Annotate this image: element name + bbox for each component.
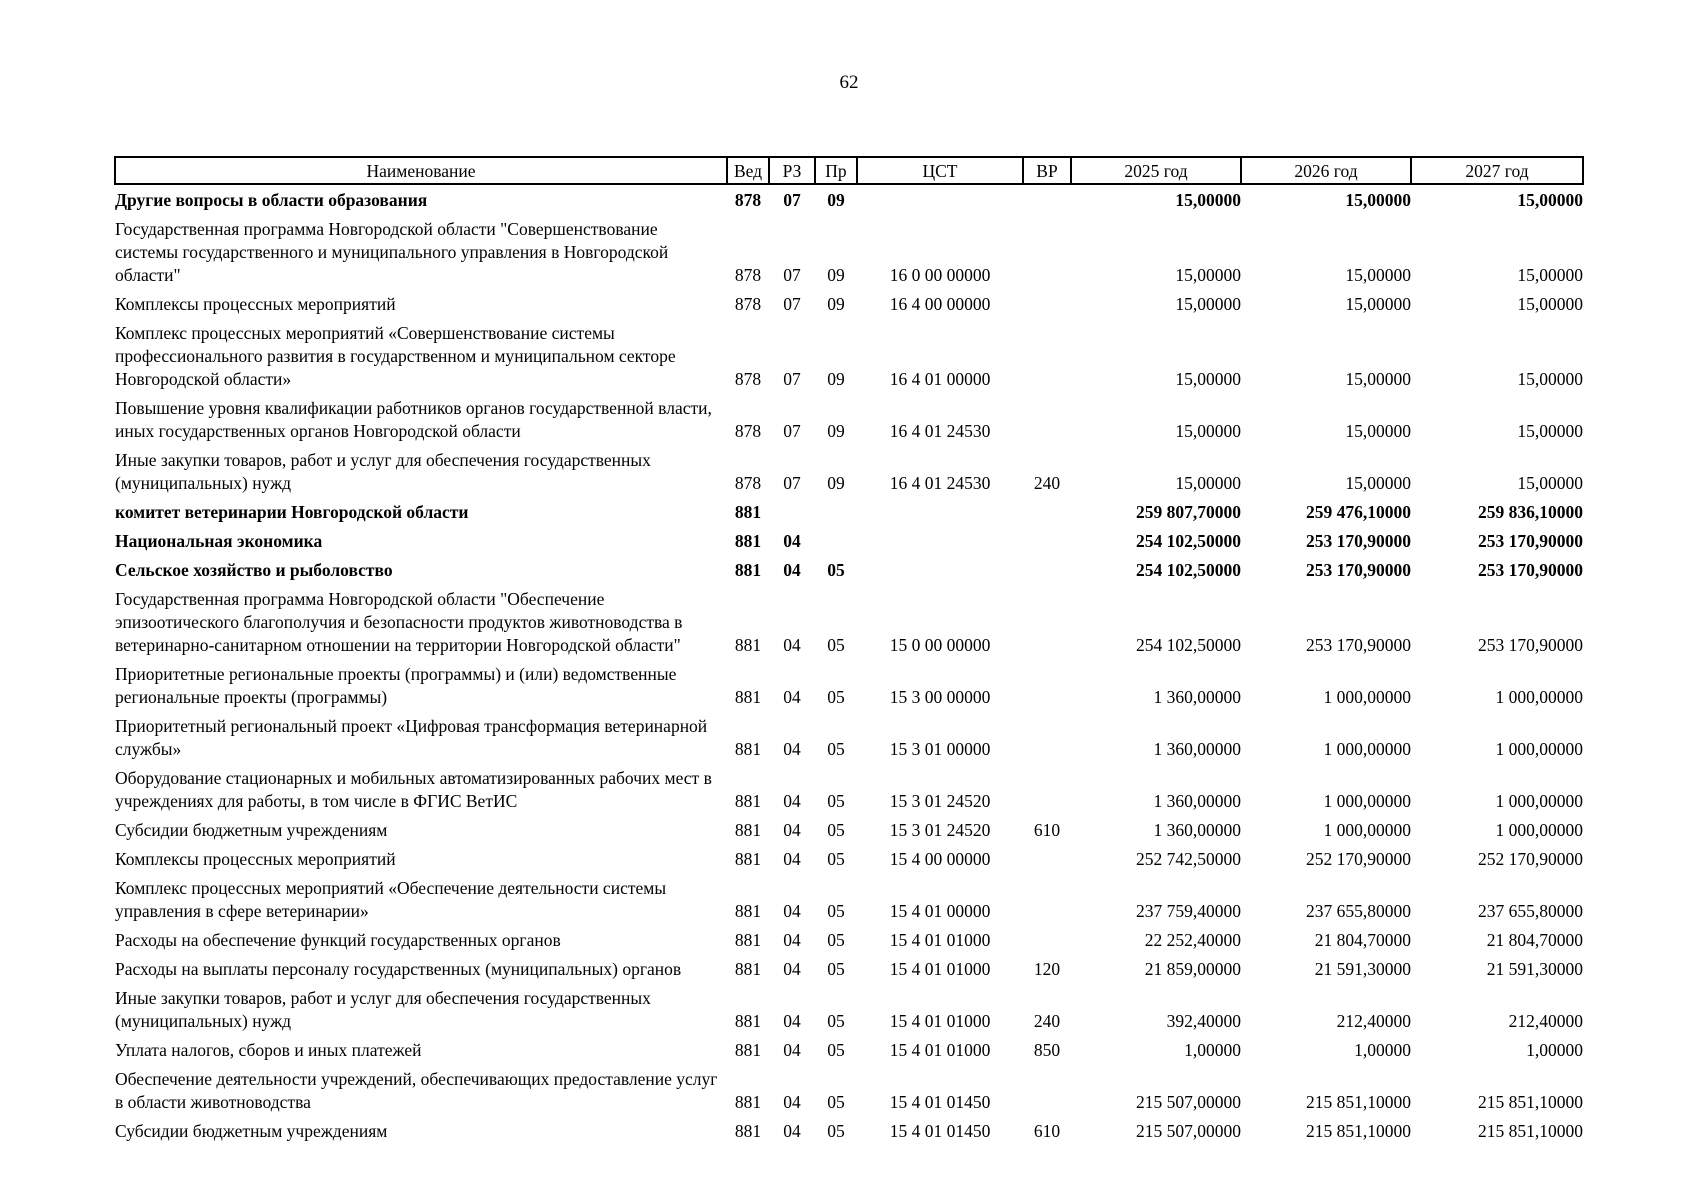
row-amount-2025: 15,00000 [1175,473,1241,493]
row-vr [1023,871,1071,923]
row-amount-2026: 15,00000 [1345,473,1411,493]
row-name: Комплекс процессных мероприятий «Совершенствование системы профессионального развития в государственном и муниципальном секторе Новгородской области» [115,323,676,389]
row-amount-2025: 259 807,70000 [1136,502,1241,522]
row-vr [1023,1062,1071,1114]
row-vr [1023,316,1071,391]
row-amount-2027: 1 000,00000 [1495,739,1583,759]
row-cst: 15 3 01 24520 [889,820,991,840]
row-rz: 04 [783,1040,801,1060]
row-amount-2027: 253 170,90000 [1478,531,1583,551]
row-rz: 07 [783,369,801,389]
row-ved: 881 [734,739,762,759]
row-rz [769,495,815,524]
row-cst: 15 4 01 00000 [889,901,991,921]
row-amount-2027: 21 804,70000 [1486,930,1583,950]
row-ved: 881 [734,635,762,655]
row-amount-2026: 259 476,10000 [1306,502,1411,522]
row-rz: 04 [783,635,801,655]
row-cst: 15 4 01 01000 [889,930,991,950]
row-ved: 881 [734,531,762,551]
row-amount-2027: 253 170,90000 [1478,635,1583,655]
row-rz: 04 [783,739,801,759]
row-name: Иные закупки товаров, работ и услуг для обеспечения государственных (муниципальных) нужд [115,450,651,493]
row-amount-2026: 15,00000 [1345,369,1411,389]
row-pr: 05 [827,1092,845,1112]
row-name: Государственная программа Новгородской области "Обеспечение эпизоотического благополучия и безопасности продуктов животноводства в ветеринарно-санитарном отношении на территории Новгородской области" [115,589,683,655]
table-row [115,391,1583,443]
row-name: Другие вопросы в области образования [115,190,428,210]
row-cst: 15 4 01 01000 [889,1040,991,1060]
row-rz: 04 [783,531,801,551]
row-pr: 05 [827,560,845,580]
row-cst [857,184,1023,212]
table-row [115,813,1583,842]
row-cst: 15 3 01 00000 [889,739,991,759]
row-ved: 878 [734,265,762,285]
header-vr: ВР [1023,157,1071,184]
row-name: Субсидии бюджетным учреждениям [115,1121,388,1141]
row-amount-2026: 1 000,00000 [1323,820,1411,840]
row-amount-2027: 1,00000 [1526,1040,1583,1060]
row-name: Комплексы процессных мероприятий [115,849,396,869]
row-amount-2026: 15,00000 [1345,190,1411,210]
row-amount-2025: 392,40000 [1166,1011,1241,1031]
row-ved: 881 [734,560,762,580]
row-pr: 05 [827,1121,845,1141]
header-pr: Пр [815,157,857,184]
table-row [115,1062,1583,1114]
row-cst [857,553,1023,582]
table-row [115,582,1583,657]
table-body [115,184,1583,1143]
row-amount-2025: 21 859,00000 [1144,959,1241,979]
row-ved: 881 [734,820,762,840]
row-ved: 881 [734,930,762,950]
row-amount-2025: 254 102,50000 [1136,560,1241,580]
row-amount-2027: 212,40000 [1508,1011,1583,1031]
header-2027: 2027 год [1411,157,1583,184]
row-amount-2026: 1,00000 [1354,1040,1411,1060]
row-amount-2026: 253 170,90000 [1306,531,1411,551]
row-cst: 16 4 01 24530 [889,421,991,441]
row-vr [1023,495,1071,524]
table-row [115,923,1583,952]
row-amount-2027: 253 170,90000 [1478,560,1583,580]
row-name: Национальная экономика [115,531,323,551]
row-pr: 09 [827,421,845,441]
row-amount-2026: 15,00000 [1345,265,1411,285]
row-amount-2026: 15,00000 [1345,421,1411,441]
row-cst: 15 4 01 01450 [889,1121,991,1141]
table-row [115,1114,1583,1143]
row-amount-2027: 259 836,10000 [1478,502,1583,522]
row-pr: 05 [827,930,845,950]
budget-table [114,156,1584,1143]
row-vr: 610 [1033,820,1061,840]
header-ved: Вед [727,157,769,184]
header-name: Наименование [115,157,727,184]
row-pr [815,524,857,553]
row-ved: 881 [734,901,762,921]
row-amount-2026: 252 170,90000 [1306,849,1411,869]
row-amount-2026: 215 851,10000 [1306,1121,1411,1141]
row-amount-2026: 212,40000 [1336,1011,1411,1031]
row-amount-2025: 15,00000 [1175,190,1241,210]
row-amount-2025: 15,00000 [1175,369,1241,389]
row-amount-2025: 1 360,00000 [1153,739,1241,759]
page-number: 62 [839,72,859,93]
row-ved: 878 [734,421,762,441]
row-amount-2027: 21 591,30000 [1486,959,1583,979]
row-ved: 881 [734,959,762,979]
row-amount-2025: 1 360,00000 [1153,687,1241,707]
table-row [115,842,1583,871]
row-vr: 240 [1033,1011,1061,1031]
table-row [115,952,1583,981]
row-pr: 05 [827,959,845,979]
row-amount-2026: 215 851,10000 [1306,1092,1411,1112]
row-rz: 04 [783,687,801,707]
row-amount-2027: 215 851,10000 [1478,1121,1583,1141]
row-name: Расходы на выплаты персоналу государственных (муниципальных) органов [115,959,682,979]
row-cst: 15 0 00 00000 [889,635,991,655]
row-vr: 120 [1033,959,1061,979]
row-name: Расходы на обеспечение функций государственных органов [115,930,561,950]
row-rz: 04 [783,849,801,869]
table-row [115,495,1583,524]
row-rz: 07 [783,421,801,441]
row-amount-2025: 254 102,50000 [1136,635,1241,655]
row-cst: 16 4 01 24530 [889,473,991,493]
row-vr [1023,923,1071,952]
row-pr: 05 [827,739,845,759]
row-ved: 881 [734,1011,762,1031]
row-name: Сельское хозяйство и рыболовство [115,560,393,580]
row-pr: 05 [827,791,845,811]
table-row [115,212,1583,287]
row-pr: 05 [827,1011,845,1031]
row-amount-2025: 252 742,50000 [1136,849,1241,869]
row-name: Субсидии бюджетным учреждениям [115,820,388,840]
row-amount-2026: 1 000,00000 [1323,739,1411,759]
row-pr: 09 [827,190,845,210]
row-vr [1023,761,1071,813]
row-name: Государственная программа Новгородской области "Совершенствование системы государственного и муниципального управления в Новгородской области" [115,219,669,285]
table-row [115,553,1583,582]
row-ved: 878 [734,369,762,389]
row-pr: 05 [827,687,845,707]
row-amount-2027: 1 000,00000 [1495,791,1583,811]
row-rz: 04 [783,791,801,811]
row-amount-2027: 252 170,90000 [1478,849,1583,869]
row-amount-2026: 21 804,70000 [1314,930,1411,950]
row-pr: 05 [827,1040,845,1060]
row-rz: 07 [783,190,801,210]
row-amount-2026: 1 000,00000 [1323,687,1411,707]
row-ved: 878 [734,294,762,314]
row-ved: 881 [734,849,762,869]
table-row [115,761,1583,813]
row-cst [857,524,1023,553]
row-amount-2025: 15,00000 [1175,294,1241,314]
row-vr [1023,657,1071,709]
row-pr: 05 [827,820,845,840]
row-amount-2027: 15,00000 [1517,265,1583,285]
row-amount-2026: 15,00000 [1345,294,1411,314]
row-rz: 04 [783,959,801,979]
table-row [115,1033,1583,1062]
row-vr: 850 [1033,1040,1061,1060]
row-name: Уплата налогов, сборов и иных платежей [115,1040,422,1060]
row-cst: 15 3 00 00000 [889,687,991,707]
row-cst: 16 4 00 00000 [889,294,991,314]
row-cst: 16 0 00 00000 [889,265,991,285]
row-amount-2025: 254 102,50000 [1136,531,1241,551]
row-ved: 878 [734,473,762,493]
table-row [115,709,1583,761]
row-pr: 09 [827,294,845,314]
row-pr: 09 [827,369,845,389]
row-ved: 881 [734,791,762,811]
row-vr [1023,287,1071,316]
row-rz: 04 [783,1092,801,1112]
row-pr: 05 [827,635,845,655]
row-name: комитет ветеринарии Новгородской области [115,502,469,522]
row-vr [1023,391,1071,443]
header-row [115,157,1583,184]
row-cst: 15 3 01 24520 [889,791,991,811]
row-rz: 04 [783,820,801,840]
row-cst: 15 4 01 01000 [889,1011,991,1031]
row-vr: 610 [1033,1121,1061,1141]
header-2025: 2025 год [1071,157,1241,184]
table-row [115,871,1583,923]
row-cst [857,495,1023,524]
row-vr [1023,184,1071,212]
row-rz: 07 [783,265,801,285]
row-pr: 05 [827,901,845,921]
row-amount-2025: 15,00000 [1175,421,1241,441]
row-vr [1023,212,1071,287]
row-rz: 04 [783,560,801,580]
row-amount-2025: 15,00000 [1175,265,1241,285]
row-amount-2025: 215 507,00000 [1136,1121,1241,1141]
row-amount-2026: 21 591,30000 [1314,959,1411,979]
row-amount-2026: 1 000,00000 [1323,791,1411,811]
table-row [115,981,1583,1033]
row-amount-2027: 15,00000 [1517,369,1583,389]
row-name: Приоритетные региональные проекты (программы) и (или) ведомственные региональные проекты (программы) [115,664,677,707]
row-pr: 09 [827,473,845,493]
row-pr: 05 [827,849,845,869]
row-vr [1023,553,1071,582]
row-name: Обеспечение деятельности учреждений, обеспечивающих предоставление услуг в области животноводства [115,1069,718,1112]
row-vr [1023,709,1071,761]
row-vr [1023,842,1071,871]
row-ved: 881 [734,687,762,707]
header-2026: 2026 год [1241,157,1411,184]
row-amount-2025: 1 360,00000 [1153,791,1241,811]
row-vr [1023,524,1071,553]
row-amount-2026: 237 655,80000 [1306,901,1411,921]
row-amount-2026: 253 170,90000 [1306,635,1411,655]
row-rz: 07 [783,294,801,314]
row-amount-2025: 22 252,40000 [1144,930,1241,950]
row-name: Оборудование стационарных и мобильных автоматизированных рабочих мест в учреждениях для работы, в том числе в ФГИС ВетИС [115,768,712,811]
row-cst: 16 4 01 00000 [889,369,991,389]
row-name: Повышение уровня квалификации работников органов государственной власти, иных государственных органов Новгородской области [115,398,712,441]
row-amount-2027: 237 655,80000 [1478,901,1583,921]
row-pr [815,495,857,524]
row-cst: 15 4 01 01450 [889,1092,991,1112]
row-amount-2027: 15,00000 [1517,473,1583,493]
row-cst: 15 4 00 00000 [889,849,991,869]
row-name: Комплекс процессных мероприятий «Обеспечение деятельности системы управления в сфере ветеринарии» [115,878,667,921]
table-row [115,287,1583,316]
row-rz: 04 [783,930,801,950]
table-row [115,657,1583,709]
row-ved: 881 [734,1092,762,1112]
row-vr: 240 [1033,473,1061,493]
row-pr: 09 [827,265,845,285]
row-amount-2027: 15,00000 [1517,190,1583,210]
row-vr [1023,582,1071,657]
row-amount-2027: 215 851,10000 [1478,1092,1583,1112]
row-rz: 04 [783,1121,801,1141]
row-amount-2025: 237 759,40000 [1136,901,1241,921]
row-ved: 881 [734,1040,762,1060]
row-ved: 881 [734,502,762,522]
row-name: Приоритетный региональный проект «Цифровая трансформация ветеринарной службы» [115,716,708,759]
header-cst: ЦСТ [857,157,1023,184]
table-row [115,184,1583,212]
table-header [115,157,1583,184]
header-rz: РЗ [769,157,815,184]
row-amount-2025: 1,00000 [1184,1040,1241,1060]
row-name: Комплексы процессных мероприятий [115,294,396,314]
table-row [115,443,1583,495]
row-name: Иные закупки товаров, работ и услуг для обеспечения государственных (муниципальных) нужд [115,988,651,1031]
row-cst: 15 4 01 01000 [889,959,991,979]
row-amount-2027: 1 000,00000 [1495,687,1583,707]
row-amount-2026: 253 170,90000 [1306,560,1411,580]
row-rz: 07 [783,473,801,493]
table-row [115,316,1583,391]
row-ved: 881 [734,1121,762,1141]
row-rz: 04 [783,1011,801,1031]
row-amount-2025: 215 507,00000 [1136,1092,1241,1112]
row-amount-2027: 15,00000 [1517,294,1583,314]
row-amount-2027: 15,00000 [1517,421,1583,441]
row-rz: 04 [783,901,801,921]
row-amount-2027: 1 000,00000 [1495,820,1583,840]
row-ved: 878 [734,190,762,210]
row-amount-2025: 1 360,00000 [1153,820,1241,840]
table-row [115,524,1583,553]
